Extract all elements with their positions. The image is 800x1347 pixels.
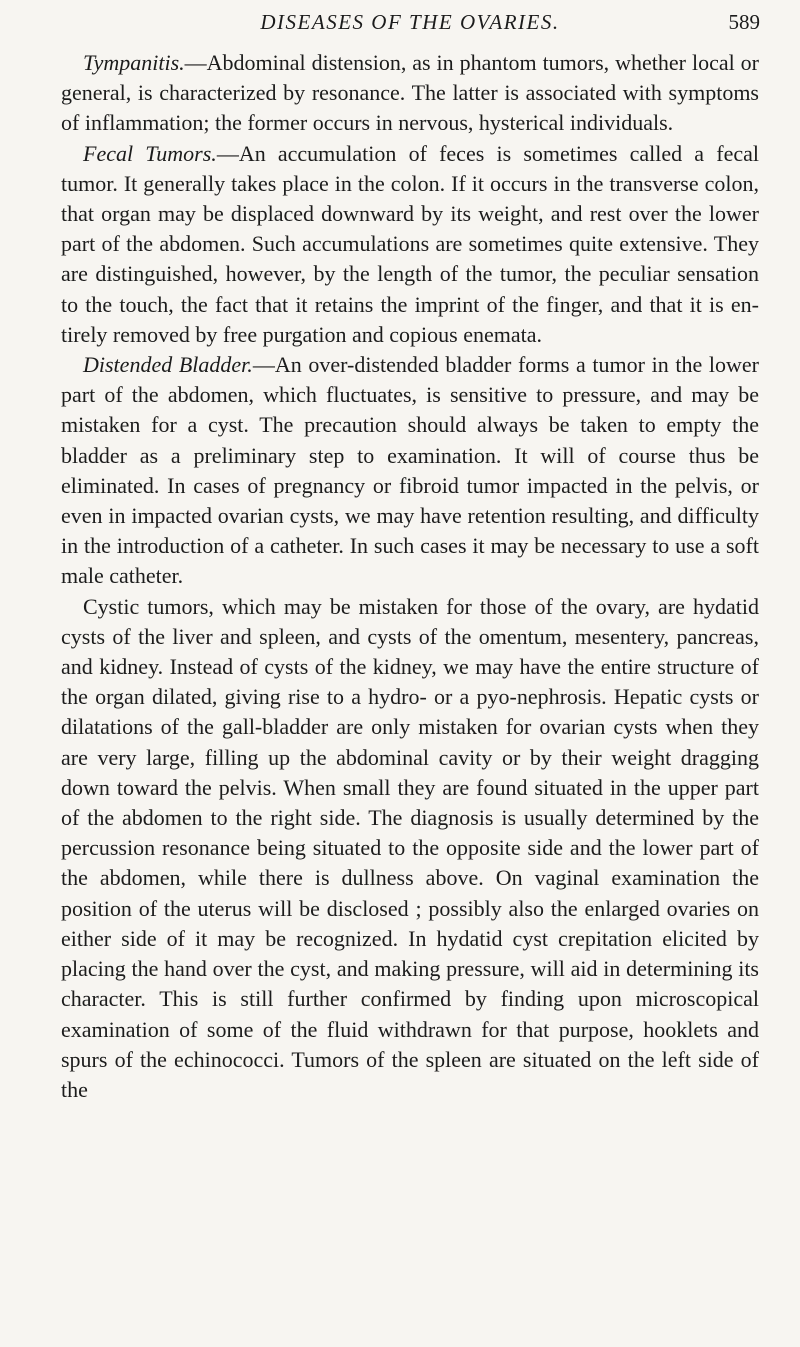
heading-tympanitis: Tympanitis.	[83, 50, 185, 75]
paragraph-cystic-tumors	[61, 592, 759, 1105]
paragraph-fecal-tumors	[61, 139, 759, 350]
paragraph-distended-bladder	[61, 350, 759, 592]
body-text	[61, 48, 759, 1105]
running-head	[60, 10, 760, 40]
page-number: 589	[728, 10, 760, 34]
paragraph-text: —An over-distended bladder forms a tumor in the lower part of the abdomen, which fluctuates, is sensitive to pressure, and may be mistaken for a cyst. The precaution should always be taken to empty the bladder as a preliminary step to examination. It will of course thus be eliminated. In cases of pregnancy or fibroid tumor impacted in the pelvis, or even in impacted ovarian cysts, we may have retention resulting, and difficulty in the introduction of a catheter. In such cases it may be necessary to use a soft male catheter.	[61, 352, 759, 589]
paragraph-text: Cystic tumors, which may be mistaken for those of the ovary, are hydatid cysts of the liver and spleen, and cysts of the omentum, mesentery, pancreas, and kidney. Instead of cysts of the kidney, we may have the entire structure of the organ dilated, giving rise to a hydro- or a pyo-nephrosis. Hepatic cysts or dilatations of the gall-bladder are only mistaken for ovarian cysts when they are very large, filling up the abdominal cavity or by their weight dragging down toward the pelvis. When small they are found situated in the upper part of the abdomen to the right side. The diagnosis is usually determined by the percussion resonance being situated to the opposite side and the lower part of the abdomen, while there is dullness above. On vaginal examination the position of the uterus will be disclosed ; possibly also the enlarged ovaries on either side of it may be recognized. In hydatid cyst crepitation elicited by placing the hand over the cyst, and making pressure, will aid in determining its character. This is still further confirmed by finding upon microscopical examination of some of the fluid withdrawn for that purpose, hooklets and spurs of the echinococci. Tumors of the spleen are situated on the left side of the	[61, 593, 759, 1102]
paragraph-text: —An accumulation of feces is sometimes called a fecal tumor. It generally takes place in the colon. If it occurs in the transverse colon, that organ may be displaced downward by its weight, and rest over the lower part of the abdomen. Such accumulations are sometimes quite extensive. They are distinguished, however, by the length of the tumor, the peculiar sensation to the touch, the fact that it retains the imprint of the finger, and that it is entirely removed by free purgation and copious enemata.	[61, 140, 759, 347]
running-title: DISEASES OF THE OVARIES.	[260, 10, 560, 34]
heading-distended-bladder: Distended Bladder.	[83, 352, 253, 378]
paragraph-tympanitis	[61, 48, 759, 139]
heading-fecal-tumors: Fecal Tumors.	[83, 140, 217, 166]
paragraph-text: —Abdominal distension, as in phantom tumors, whether local or general, is characterized by resonance. The latter is associated with symptoms of inflammation; the former occurs in nervous, hysterical individuals.	[61, 50, 759, 136]
